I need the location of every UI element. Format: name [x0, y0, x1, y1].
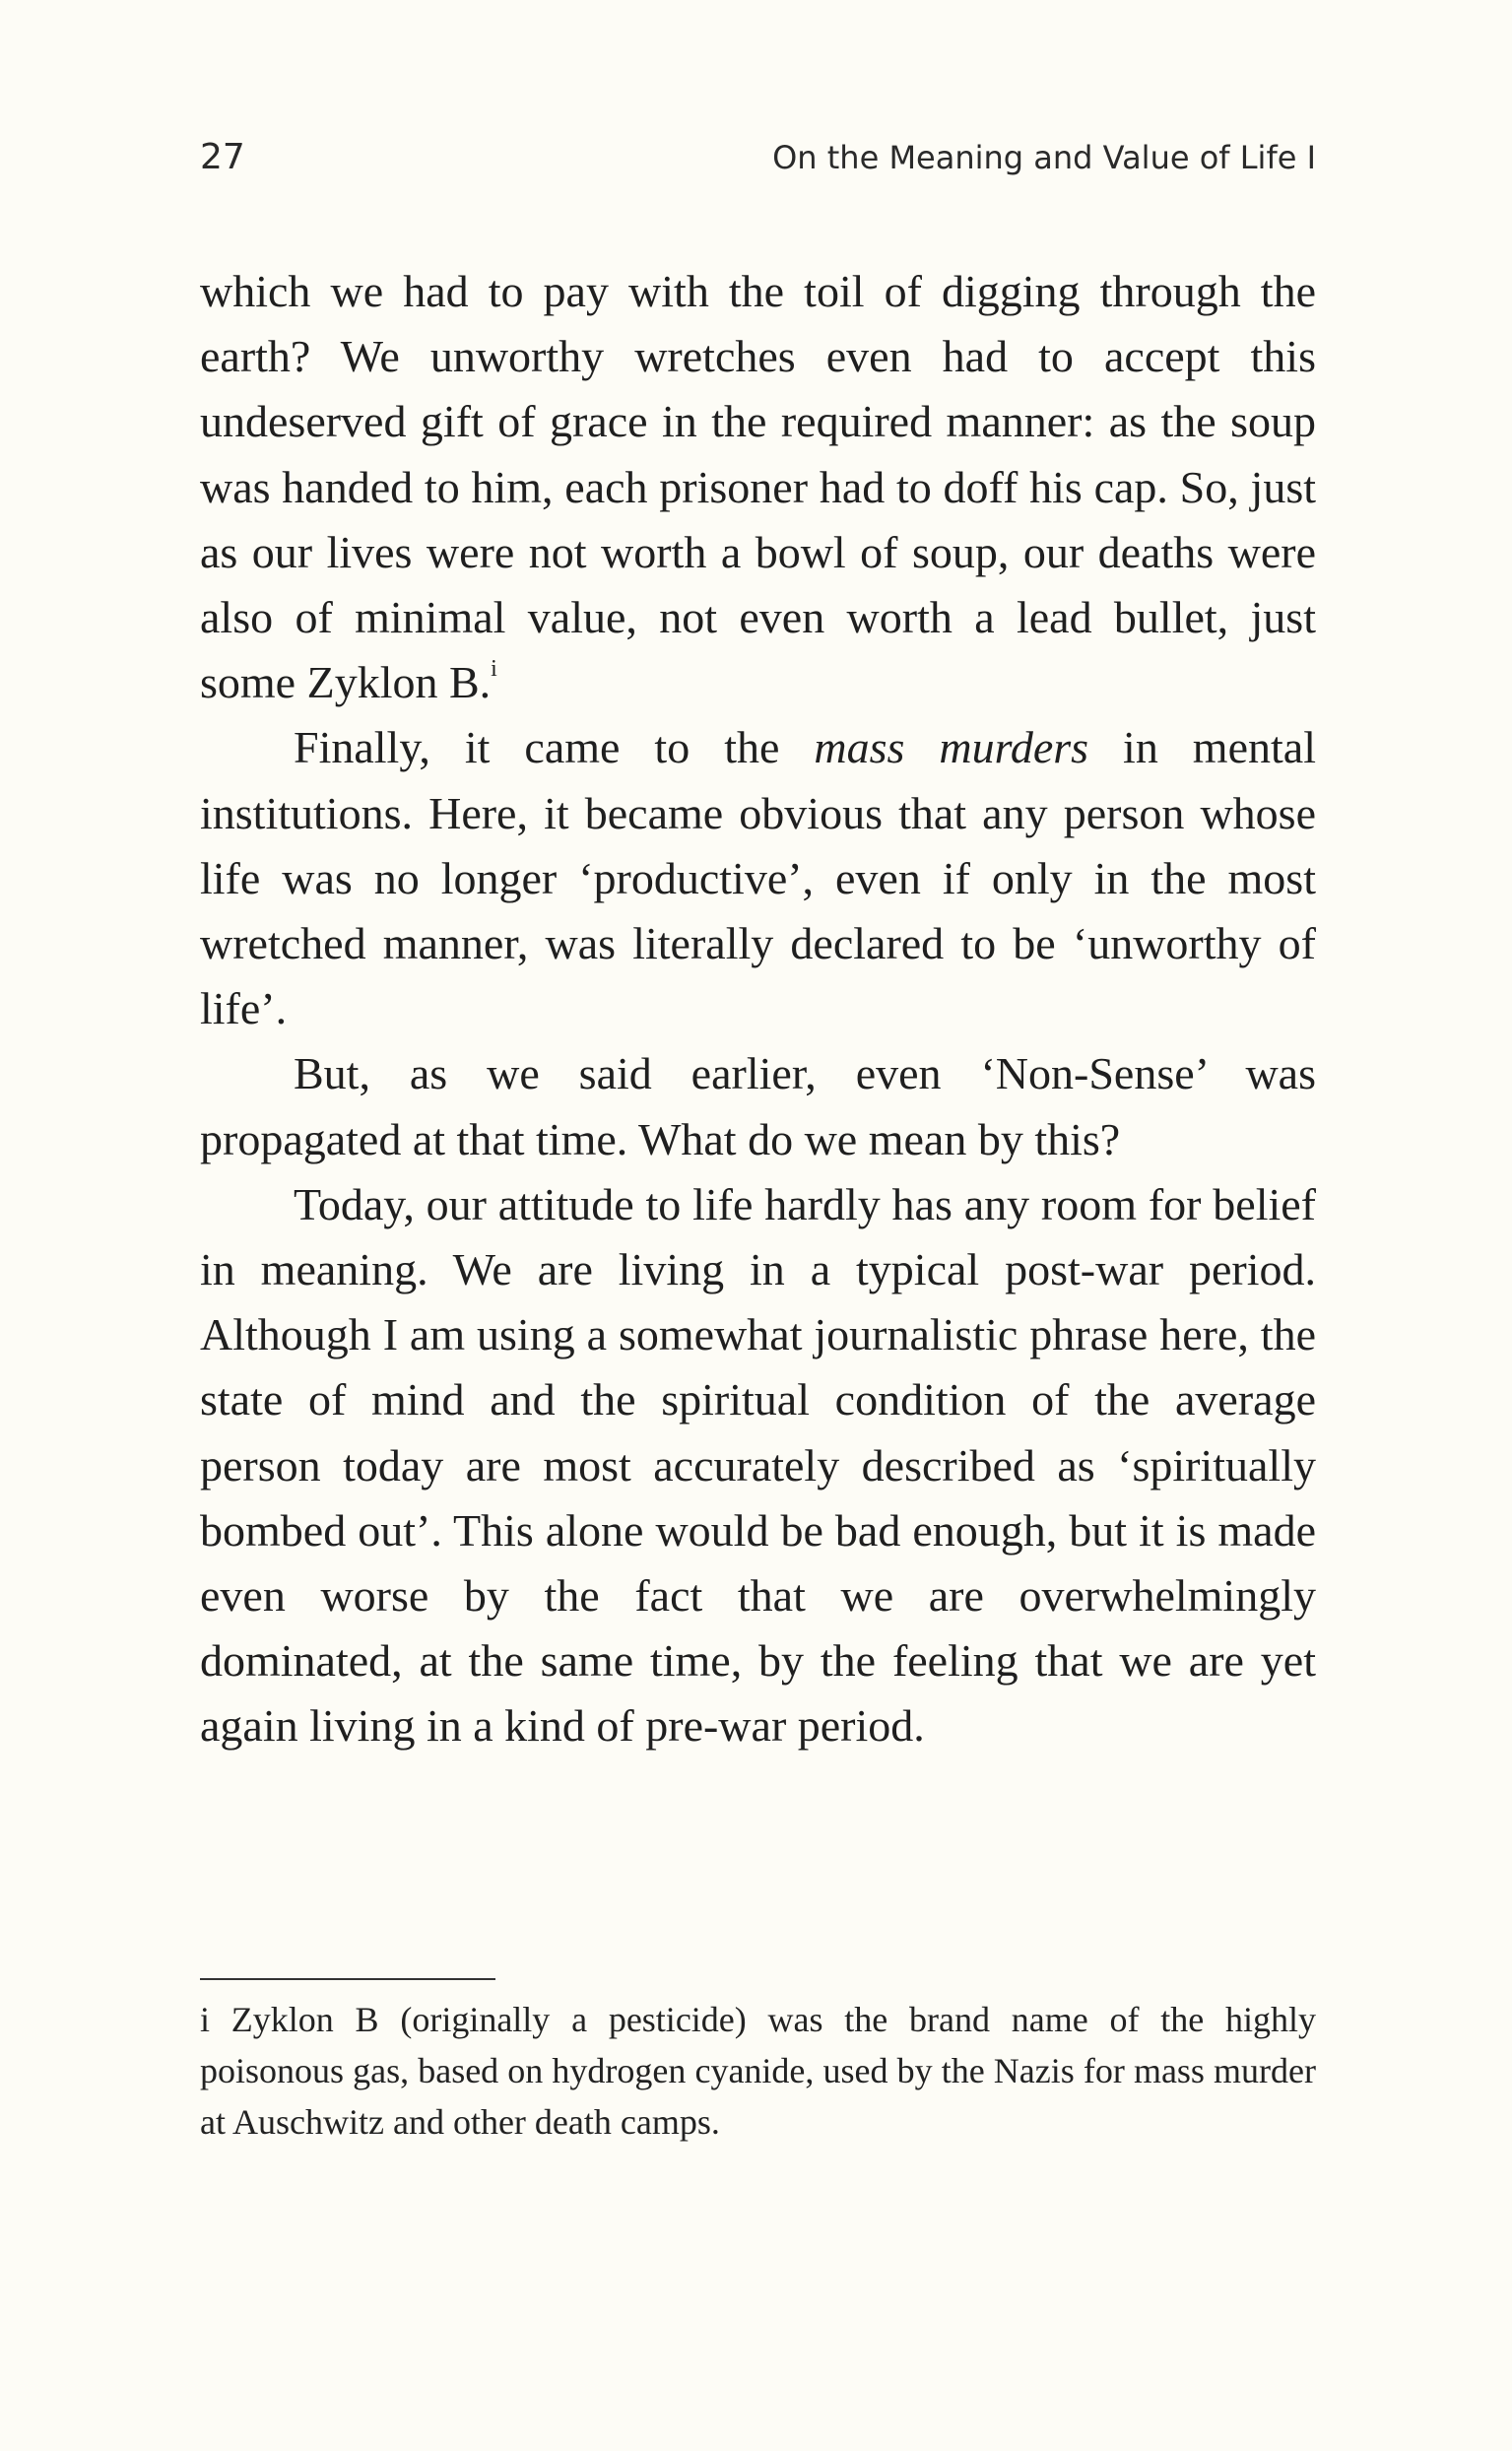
footnote-text: Zyklon B (originally a pesticide) was the brand name of the highly poisonous gas, based on hydrogen cyanide, used by the Nazis for mass murder at Auschwitz and other death camps.: [200, 2000, 1317, 2142]
footnote-reference[interactable]: i: [491, 656, 497, 683]
paragraph-3: But, as we said earlier, even ‘Non-Sense’ was propagated at that time. What do we mean by this?: [200, 1048, 1316, 1164]
footnote-divider: [200, 1978, 495, 1980]
page-number: 27: [200, 137, 245, 177]
paragraph-2: [200, 715, 1316, 1041]
paragraph-4: Today, our attitude to life hardly has any room for belief in meaning. We are living in a typical post-war period. Although I am using a somewhat journalistic phrase here, the state of mind and the spiritual condition of the average person today are most accurately described as ‘spiritually bombed out’. This alone would be bad enough, but it is made even worse by the fact that we are overwhelmingly dominated, at the same time, by the feeling that we are yet again living in a kind of pre-war period.: [200, 1178, 1316, 1752]
paragraph-1: [200, 259, 1316, 715]
paragraph-2-text-start: Finally, it came to the: [294, 722, 815, 773]
paragraph-2-text-end: in mental institutions. Here, it became obvious that any person whose life was no longer ‘productive’, even if only in the most wretched manner, was literally declared to be ‘unworthy of life’.: [200, 722, 1316, 1034]
paragraph-2-emphasis: mass murders: [814, 722, 1089, 773]
body-text: [200, 259, 1316, 1759]
footnote: [200, 1994, 1316, 2148]
footnote-marker: i: [200, 2000, 211, 2039]
paragraph-1-text: which we had to pay with the toil of digging through the earth? We unworthy wretches even had to accept this undeserved gift of grace in the required manner: as the soup was handed to him, each prisoner had to doff his cap. So, just as our lives were not worth a bowl of soup, our deaths were also of minimal value, not even worth a lead bullet, just some Zyklon B.: [200, 266, 1316, 708]
running-head: On the Meaning and Value of Life I: [772, 139, 1316, 176]
